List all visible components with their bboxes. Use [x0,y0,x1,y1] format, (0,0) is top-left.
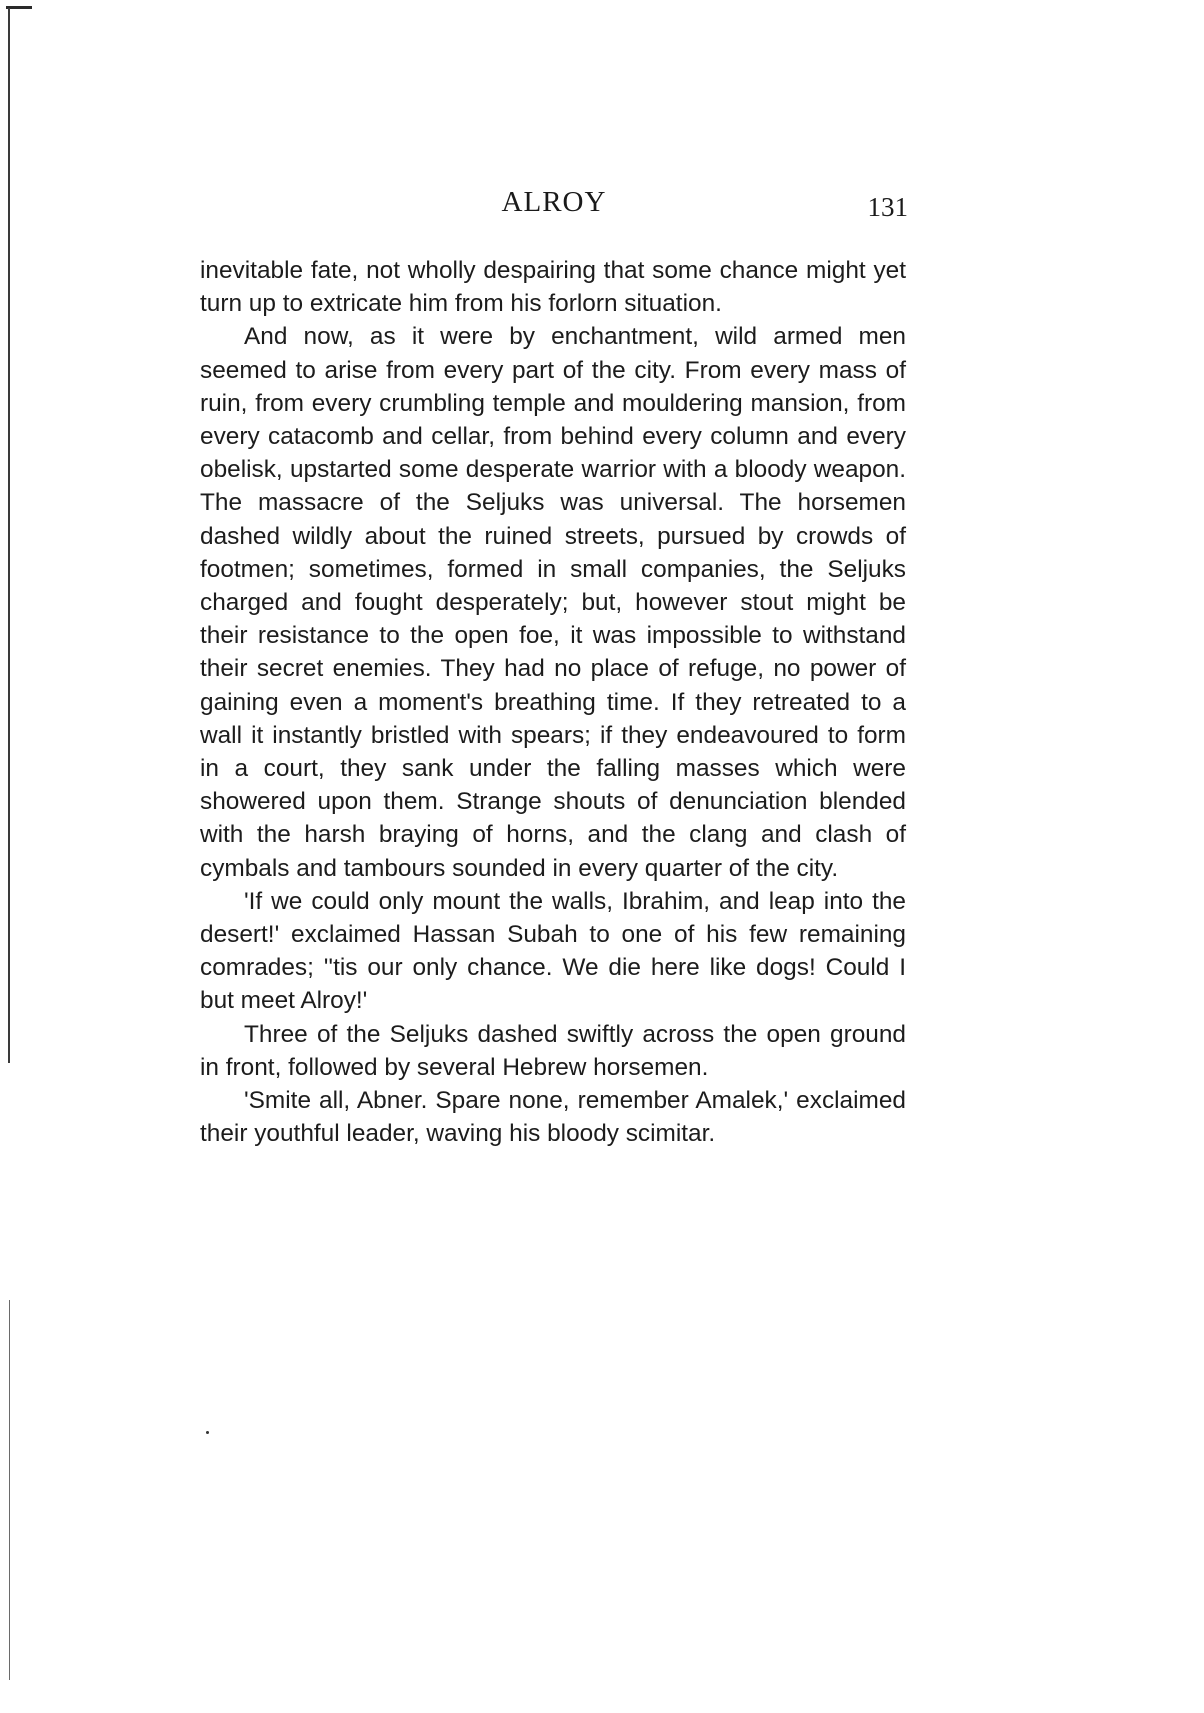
paragraph-2: And now, as it were by enchantment, wild armed men seemed to arise from every part of the city. From every mass of ruin, from every crumbling temple and mouldering mansion, from every catacomb and cellar, from behind every column and every obelisk, upstarted some desperate warrior with a bloody weapon. The massacre of the Seljuks was universal. The horsemen dashed wildly about the ruined streets, pursued by crowds of footmen; sometimes, formed in small companies, the Seljuks charged and fought desperately; but, however stout might be their resistance to the open foe, it was impossible to withstand their secret enemies. They had no place of refuge, no power of gaining even a moment's breathing time. If they retreated to a wall it instantly bristled with spears; if they endeavoured to form in a court, they sank under the falling masses which were showered upon them. Strange shouts of denunciation blended with the harsh braying of horns, and the clang and clash of cymbals and tambours sounded in every quarter of the city. [200,323,906,882]
ink-speck [206,1431,209,1434]
scan-edge-line [8,8,10,1063]
paragraph-1: inevitable fate, not wholly despairing that some chance might yet turn up to extricate him from his forlorn situation. [200,257,906,318]
paragraph-5: 'Smite all, Abner. Spare none, remember Amalek,' exclaimed their youthful leader, waving his bloody scimitar. [200,1087,906,1148]
paragraph-3: 'If we could only mount the walls, Ibrahim, and leap into the desert!' exclaimed Hassan Subah to one of his few remaining comrades; ''tis our only chance. We die here like dogs! Could I but meet Alroy!' [200,887,906,1015]
page-header [200,186,908,226]
scan-edge-line-lower [9,1300,10,1680]
running-title: ALROY [501,186,607,218]
body-text [200,254,906,1150]
paragraph-4: Three of the Seljuks dashed swiftly across the open ground in front, followed by several Hebrew horsemen. [200,1020,906,1081]
page-number: 131 [867,192,908,222]
